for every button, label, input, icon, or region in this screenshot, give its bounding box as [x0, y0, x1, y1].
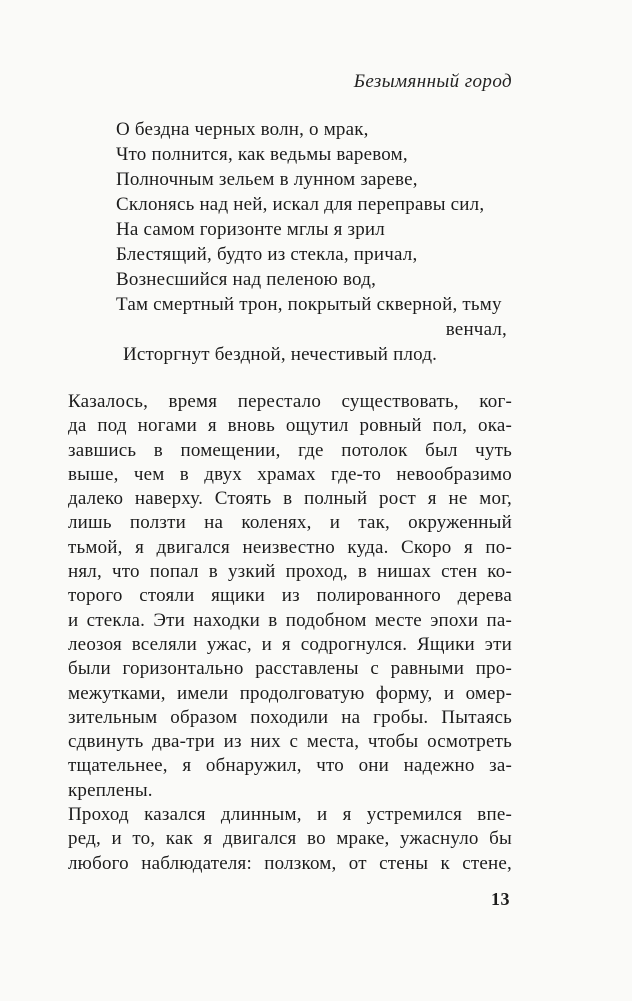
- prose-line: Проход казался длинным, и я устремился впе-: [68, 804, 512, 826]
- running-head: Безымянный город: [353, 71, 512, 92]
- text-block: [68, 0, 512, 1001]
- prose-line: далеко наверху. Стоять в полный рост я не мог,: [68, 488, 512, 510]
- poem-line: О бездна черных волн, о мрак,: [116, 119, 369, 140]
- prose-line: были горизонтально расставлены с равными про-: [68, 658, 512, 680]
- prose-line: межутками, имели продолговатую форму, и омер-: [68, 682, 512, 704]
- prose-line: тщательнее, я обнаружил, что они надежно за-: [68, 755, 512, 777]
- poem-line: На самом горизонте мглы я зрил: [116, 219, 385, 240]
- poem-line: Исторгнут бездной, нечестивый плод.: [123, 344, 438, 365]
- prose-line: торого стояли ящики из полированного дерева: [68, 585, 512, 607]
- prose-line: зительным образом походили на гробы. Пытаясь: [68, 706, 512, 728]
- poem-line: Блестящий, будто из стекла, причал,: [116, 244, 418, 265]
- prose-line: леозоя вселяли ужас, и я содрогнулся. Ящики эти: [68, 633, 512, 655]
- poem-line: Вознесшийся над пеленою вод,: [116, 269, 377, 290]
- prose-line: креплены.: [68, 779, 153, 801]
- prose-line: да под ногами я вновь ощутил ровный пол, ока-: [68, 415, 512, 437]
- prose-line: и стекла. Эти находки в подобном месте эпохи па-: [68, 609, 512, 631]
- prose-line: нял, что попал в узкий проход, в нишах стен ко-: [68, 561, 512, 583]
- prose-line: сдвинуть два-три из них с места, чтобы осмотреть: [68, 731, 512, 753]
- poem-line: Полночным зельем в лунном зареве,: [116, 169, 418, 190]
- prose: [68, 390, 512, 876]
- paragraph-2: [68, 803, 512, 876]
- prose-line: лишь ползти на коленях, и так, окруженный: [68, 512, 512, 534]
- prose-line: тьмой, я двигался неизвестно куда. Скоро я по-: [68, 536, 512, 558]
- poem-line: венчал,: [445, 319, 507, 340]
- prose-line: завшись в помещении, где потолок был чуть: [68, 439, 512, 461]
- prose-line: Казалось, время перестало существовать, ког-: [68, 391, 512, 412]
- poem-line: Склонясь над ней, искал для переправы сил,: [116, 194, 485, 215]
- prose-line: выше, чем в двух храмах где-то невообразимо: [68, 463, 512, 485]
- poem: [68, 117, 512, 367]
- prose-line: любого наблюдателя: ползком, от стены к стене,: [68, 852, 512, 874]
- poem-line: Там смертный трон, покрытый скверной, тьму: [116, 294, 502, 315]
- prose-line: ред, и то, как я двигался во мраке, ужаснуло бы: [68, 828, 512, 850]
- poem-line: Что полнится, как ведьмы варевом,: [116, 144, 408, 165]
- page-number: 13: [491, 889, 510, 909]
- paragraph-1: [68, 390, 512, 803]
